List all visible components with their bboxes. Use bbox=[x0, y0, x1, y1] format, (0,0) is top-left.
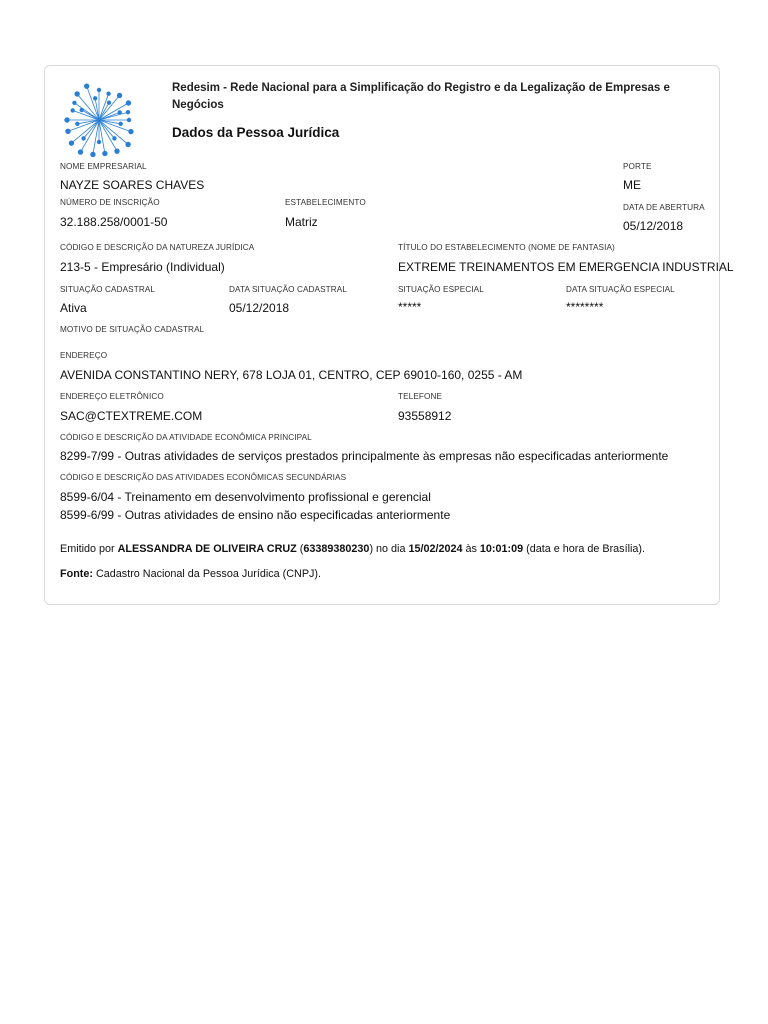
telefone-value: 93558912 bbox=[398, 409, 452, 423]
porte-label: PORTE bbox=[623, 162, 652, 171]
emitido-hora: 10:01:09 bbox=[479, 543, 524, 555]
situacao-cadastral-value: Ativa bbox=[60, 301, 87, 315]
telefone-label: TELEFONE bbox=[398, 392, 443, 401]
nome-empresarial-label: NOME EMPRESARIAL bbox=[60, 162, 147, 171]
data-abertura-value: 05/12/2018 bbox=[623, 219, 684, 233]
situacao-cadastral-label: SITUAÇÃO CADASTRAL bbox=[60, 285, 156, 294]
emitido-data: 15/02/2024 bbox=[408, 543, 463, 555]
data-situacao-cadastral-label: DATA SITUAÇÃO CADASTRAL bbox=[229, 285, 348, 294]
document-title: Dados da Pessoa Jurídica bbox=[172, 125, 340, 140]
document-card bbox=[44, 65, 734, 605]
endereco-value: AVENIDA CONSTANTINO NERY, 678 LOJA 01, CENTRO, CEP 69010-160, 0255 - AM bbox=[60, 368, 523, 382]
nome-empresarial-value: NAYZE SOARES CHAVES bbox=[60, 178, 205, 192]
porte-value: ME bbox=[623, 178, 641, 192]
titulo-estabelecimento-value: EXTREME TREINAMENTOS EM EMERGENCIA INDUSTRIAL bbox=[398, 260, 734, 274]
estabelecimento-value: Matriz bbox=[285, 215, 318, 229]
atividade-secundaria-item: 8599-6/04 - Treinamento em desenvolvimento profissional e gerencial bbox=[60, 490, 431, 504]
fonte-label: Fonte: bbox=[60, 568, 93, 580]
emitido-cpf: 63389380230 bbox=[303, 543, 370, 555]
emission-info: Emitido por ALESSANDRA DE OLIVEIRA CRUZ (63389380230) no dia 15/02/2024 às 10:01:09 (data e hora de Brasília). bbox=[60, 543, 645, 555]
data-situacao-cadastral-value: 05/12/2018 bbox=[229, 301, 290, 315]
endereco-eletronico-label: ENDEREÇO ELETRÔNICO bbox=[60, 392, 164, 401]
header-title: Redesim - Rede Nacional para a Simplificação do Registro e da Legalização de Empresas e Negócios bbox=[172, 82, 670, 111]
natureza-juridica-value: 213-5 - Empresário (Individual) bbox=[60, 260, 225, 274]
endereco-label: ENDEREÇO bbox=[60, 351, 108, 360]
redesim-logo-icon bbox=[58, 76, 140, 158]
endereco-eletronico-value: SAC@CTEXTREME.COM bbox=[60, 409, 203, 423]
numero-inscricao-value: 32.188.258/0001-50 bbox=[60, 215, 168, 229]
data-situacao-especial-label: DATA SITUAÇÃO ESPECIAL bbox=[566, 285, 675, 294]
situacao-especial-label: SITUAÇÃO ESPECIAL bbox=[398, 285, 484, 294]
motivo-situacao-label: MOTIVO DE SITUAÇÃO CADASTRAL bbox=[60, 325, 205, 334]
data-abertura-label: DATA DE ABERTURA bbox=[623, 203, 705, 212]
data-situacao-especial-value: ******** bbox=[566, 300, 604, 314]
estabelecimento-label: ESTABELECIMENTO bbox=[285, 198, 366, 207]
atividade-secundaria-item: 8599-6/99 - Outras atividades de ensino não especificadas anteriormente bbox=[60, 508, 451, 522]
fonte-info bbox=[60, 568, 321, 580]
numero-inscricao-label: NÚMERO DE INSCRIÇÃO bbox=[60, 198, 160, 207]
emitido-nome: ALESSANDRA DE OLIVEIRA CRUZ bbox=[117, 543, 297, 555]
titulo-estabelecimento-label: TÍTULO DO ESTABELECIMENTO (NOME DE FANTASIA) bbox=[398, 243, 615, 252]
situacao-especial-value: ***** bbox=[398, 300, 422, 314]
atividade-principal-value: 8299-7/99 - Outras atividades de serviços prestados principalmente às empresas não especificadas anteriormente bbox=[60, 449, 669, 463]
atividades-secundarias-label: CÓDIGO E DESCRIÇÃO DAS ATIVIDADES ECONÔMICAS SECUNDÁRIAS bbox=[60, 473, 347, 482]
natureza-juridica-label: CÓDIGO E DESCRIÇÃO DA NATUREZA JURÍDICA bbox=[60, 243, 255, 252]
atividade-principal-label: CÓDIGO E DESCRIÇÃO DA ATIVIDADE ECONÔMICA PRINCIPAL bbox=[60, 433, 312, 442]
fonte-text: Cadastro Nacional da Pessoa Jurídica (CNPJ). bbox=[92, 568, 322, 580]
